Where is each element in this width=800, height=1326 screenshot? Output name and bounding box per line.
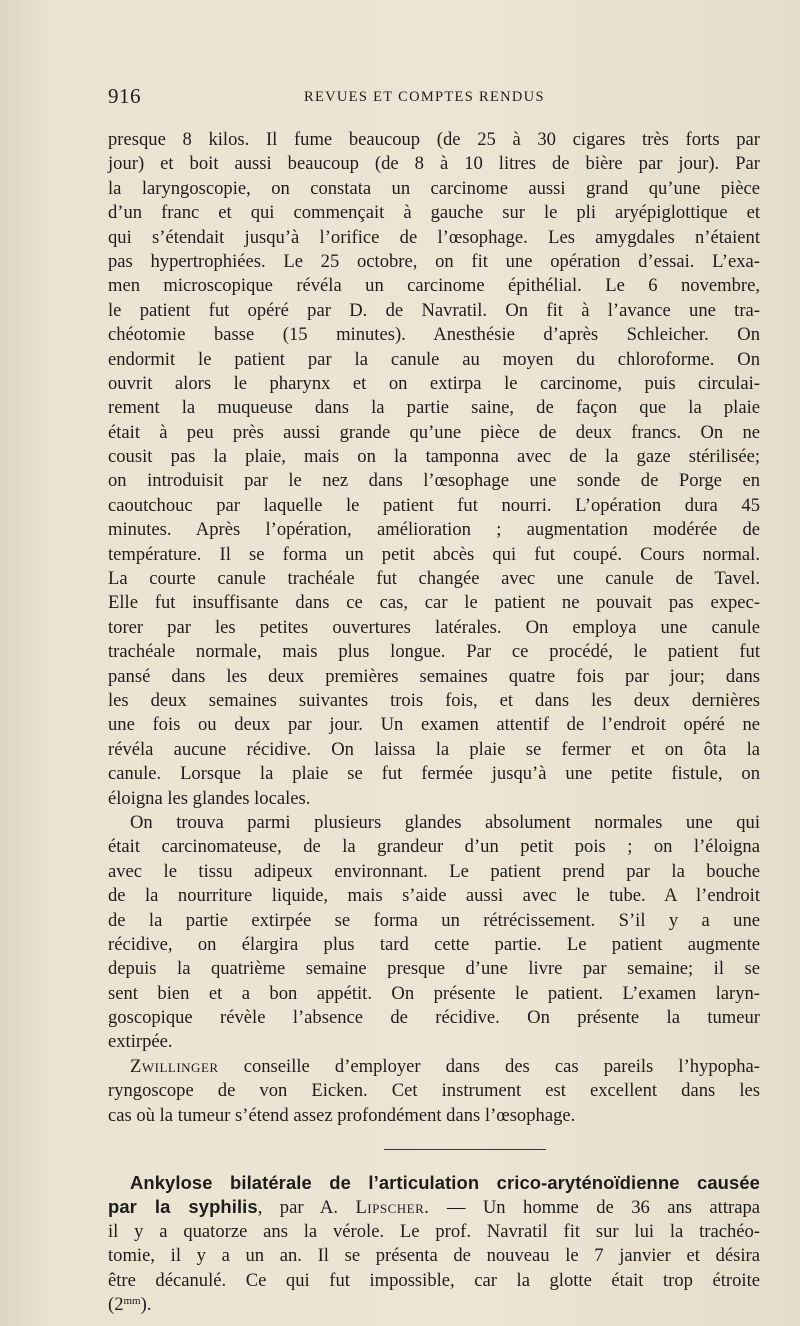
- text-line: les deux semaines suivantes trois fois, et dans les deux dernières: [108, 689, 760, 711]
- page-header: [108, 84, 760, 114]
- text-line: il y a quatorze ans la vérole. Le prof. Navratil fit sur lui la trachéo-: [108, 1220, 760, 1242]
- text-line: une fois ou deux par jour. Un examen attentif de l’endroit opéré ne: [108, 714, 760, 736]
- paragraph-zwillinger: [108, 1055, 760, 1128]
- text-line: tomie, il y a un an. Il se présenta de nouveau le 7 janvier et désira: [108, 1245, 760, 1267]
- text-line: température. Il se forma un petit abcès qui fut coupé. Cours normal.: [108, 543, 760, 565]
- text-run: (2: [108, 1293, 124, 1315]
- text-line: pas hypertrophiées. Le 25 octobre, on fit une opération d’essai. L’exa-: [108, 250, 760, 272]
- author-name: Lipscher.: [355, 1197, 430, 1219]
- text-line: minutes. Après l’opération, amélioration ; augmentation modérée de: [108, 519, 760, 541]
- article-heading-continued: par la syphilis: [108, 1196, 258, 1218]
- text-line: Elle fut insuffisante dans ce cas, car le patient ne pouvait pas expec-: [108, 592, 760, 614]
- text-line: la laryngoscopie, on constata un carcinome aussi grand qu’une pièce: [108, 177, 760, 199]
- text-line: depuis la quatrième semaine presque d’une livre par semaine; il se: [108, 958, 760, 980]
- text-line: [108, 1055, 760, 1079]
- paragraph-case-report: [108, 128, 760, 811]
- text-line: goscopique révèle l’absence de récidive. On présente la tumeur: [108, 1007, 760, 1029]
- text-line: torer par les petites ouvertures latérales. On employa une canule: [108, 616, 760, 638]
- text-line: éloigna les glandes locales.: [108, 787, 311, 809]
- text-line: chéotomie basse (15 minutes). Anesthésie d’après Schleicher. On: [108, 324, 760, 346]
- text-line: La courte canule trachéale fut changée avec une canule de Tavel.: [108, 568, 760, 590]
- text-line: jour) et boit aussi beaucoup (de 8 à 10 litres de bière par jour). Par: [108, 153, 760, 175]
- article-heading: Ankylose bilatérale de l’articulation crico-aryténoïdienne causée: [130, 1172, 760, 1194]
- text-line: cousit pas la plaie, mais on la tamponna avec de la gaze stérilisée;: [108, 446, 760, 468]
- text-line: caoutchouc par laquelle le patient fut nourri. L’opération dura 45: [108, 494, 760, 516]
- text-line: était carcinomateuse, de la grandeur d’un petit pois ; on l’éloigna: [108, 836, 760, 858]
- text-line: presque 8 kilos. Il fume beaucoup (de 25 à 30 cigares très forts par: [108, 129, 760, 150]
- author-name: Zwillinger: [130, 1055, 219, 1077]
- paragraph-glands: [108, 811, 760, 1055]
- text-line: endormit le patient par la canule au moyen du chloroforme. On: [108, 348, 760, 370]
- text-line: le patient fut opéré par D. de Navratil. On fit à l’avance une tra-: [108, 299, 760, 321]
- text-line: rement la muqueuse dans la partie saine, de façon que la plaie: [108, 397, 760, 419]
- text-line: on introduisit par le nez dans l’œsophage une sonde de Porge en: [108, 470, 760, 492]
- page-number: 916: [108, 84, 141, 108]
- text-line: [108, 1195, 760, 1219]
- text-line: men microscopique révéla un carcinome épithélial. Le 6 novembre,: [108, 275, 760, 297]
- text-line: être décanulé. Ce qui fut impossible, car la glotte était trop étroite: [108, 1269, 760, 1291]
- text-run: conseille d’employer dans des cas pareils l’hypopha-: [218, 1055, 760, 1077]
- text-run: ).: [140, 1293, 152, 1315]
- text-line: [108, 1293, 760, 1317]
- text-run: , par A.: [257, 1197, 356, 1219]
- article-abstract: [108, 1171, 760, 1317]
- text-line: On trouva parmi plusieurs glandes absolument normales une qui: [130, 811, 760, 833]
- text-line: extirpée.: [108, 1031, 173, 1053]
- body-text: [108, 128, 760, 1317]
- text-line: ouvrit alors le pharynx et on extirpa le carcinome, puis circulai-: [108, 372, 760, 394]
- unit-superscript: mm: [123, 1294, 141, 1307]
- text-line: qui s’étendait jusqu’à l’orifice de l’œsophage. Les amygdales n’étaient: [108, 226, 760, 248]
- section-separator: [384, 1149, 546, 1150]
- text-line: avec le tissu adipeux environnant. Le patient prend par la bouche: [108, 860, 760, 882]
- text-line: trachéale normale, mais plus longue. Par ce procédé, le patient fut: [108, 641, 760, 663]
- text-line: d’un franc et qui commençait à gauche sur le pli aryépiglottique et: [108, 202, 760, 224]
- text-line: canule. Lorsque la plaie se fut fermée jusqu’à une petite fistule, on: [108, 763, 760, 785]
- text-line: de la partie extirpée se forma un rétrécissement. S’il y a une: [108, 909, 760, 931]
- text-line: était à peu près aussi grande qu’une pièce de deux francs. On ne: [108, 421, 760, 443]
- text-line: cas où la tumeur s’étend assez profondément dans l’œsophage.: [108, 1104, 576, 1126]
- text-line: ryngoscope de von Eicken. Cet instrument est excellent dans les: [108, 1080, 760, 1102]
- text-line: pansé dans les deux premières semaines quatre fois par jour; dans: [108, 665, 760, 687]
- text-line: sent bien et a bon appétit. On présente le patient. L’examen laryn-: [108, 982, 760, 1004]
- running-title: REVUES ET COMPTES RENDUS: [304, 89, 545, 105]
- text-line: révéla aucune récidive. On laissa la plaie se fermer et on ôta la: [108, 738, 760, 760]
- text-run: — Un homme de 36 ans attrapa: [429, 1197, 761, 1219]
- text-line: récidive, on élargira plus tard cette partie. Le patient augmente: [108, 933, 760, 955]
- text-line: de la nourriture liquide, mais s’aide aussi avec le tube. A l’endroit: [108, 885, 760, 907]
